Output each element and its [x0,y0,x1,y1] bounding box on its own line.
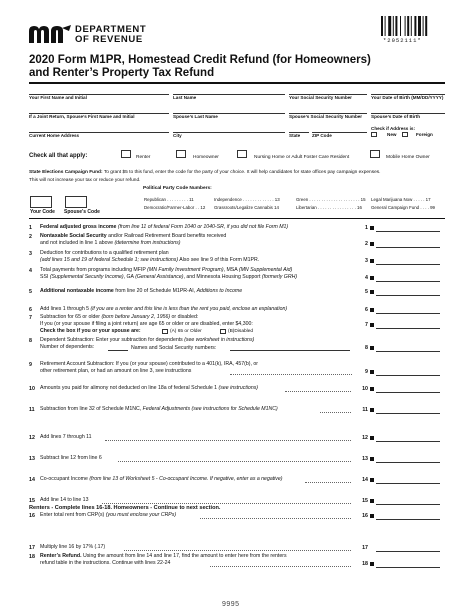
party-green: Green . . . . . . . . . . . . . . . . . . . . . 15 [296,197,366,202]
leader-dots [105,440,351,441]
barcode-bar [395,16,397,36]
line-text-bold: Renter’s Refund. [40,553,82,559]
line-number: 3 [29,251,32,257]
line-ref: 5 [365,289,368,295]
new-address-label: New [387,132,397,137]
party-name: Democratic/Farmer-Labor [144,205,195,210]
line-marker-icon [370,499,374,503]
line-number: 1 [29,225,32,231]
line-number: 11 [29,407,35,413]
line4-text-a [40,267,292,274]
line-number: 6 [29,307,32,313]
state-label: State [289,133,301,138]
line-text: Co-occupant Income [40,476,88,482]
line9-amount-input[interactable] [376,375,440,376]
line-text-italic: (you must enclose your CRPs) [105,512,177,518]
line-text-italic: (MN Supplemental Aid) [238,267,293,273]
line-marker-icon [370,562,374,566]
dept-line1: DEPARTMENT [75,24,147,35]
line-text: and not included in line 1 above [40,240,113,246]
line-text-italic: (if you are a renter and this line is less than the rent you paid, enclose an explanation) [90,306,288,312]
renters-note: Renters - Complete lines 16-18. Homeowners - Continue to next section. [29,505,221,511]
leader-dots [285,391,351,392]
header-rule [29,82,445,84]
check-address-label: Check if Address is: [371,126,415,131]
line1-text [40,224,288,231]
barcode-bar [405,16,406,36]
line-marker-icon [370,408,374,412]
spouse-last-label: Spouse’s Last Name [173,114,218,119]
barcode-bar [381,16,383,36]
party-name: Republican [144,197,166,202]
line16-text [40,512,176,519]
line7-text-b: If you (or your spouse if filing a joint return) are age 65 or older or are disabled, enter $4,300: [40,321,253,327]
form-title-line1: 2020 Form M1PR, Homestead Credit Refund (for Homeowners) [29,54,371,66]
renter-label: Renter [136,155,151,160]
line-text: , GA [123,274,134,280]
line-ref: 17 [362,545,368,551]
party-name: Green [296,197,309,202]
line-number: 9 [29,362,32,368]
barcode-number: *2052111* [383,37,422,44]
line-marker-icon [370,346,374,350]
line8-text-a [40,337,254,344]
line-number: 2 [29,234,32,240]
line-text-italic: Additions to Income [196,288,243,294]
line-text-bold: Check the box if you or your spouse are: [40,328,141,334]
line4-amount-input[interactable] [376,281,440,282]
line14-amount-input[interactable] [376,483,440,484]
party-name: Legal Marijuana Now [371,197,413,202]
leader-dots [102,503,351,504]
disabled-label: (B)Disabled [228,329,254,334]
line-text: and/or Railroad Retirement Board benefits received [108,233,227,239]
line6-text [40,306,287,313]
line-number: 17 [29,545,35,551]
mobile-home-label: Mobile Home Owner [386,155,430,160]
line11-amount-input[interactable] [376,413,440,414]
barcode-bar [425,16,427,36]
line-ref: 14 [362,477,368,483]
city-input[interactable] [173,132,285,133]
line-marker-icon [370,457,374,461]
line-number: 18 [29,554,35,560]
last-name-label: Last Name [173,95,197,100]
line7-amount-input[interactable] [376,328,440,329]
dob-label: Your Date of Birth (MM/DD/YYYY) [371,95,444,100]
line-number: 5 [29,289,32,295]
line-ref: 10 [362,386,368,392]
barcode-bar [400,16,401,36]
line-ref: 6 [365,307,368,313]
party-code: 99 [430,205,435,210]
line-marker-icon [370,226,374,230]
line-marker-icon [370,290,374,294]
line-ref: 9 [365,369,368,375]
line-text-italic: (from line 11 of federal Form 1040 or 1040-SR, if you did not file Form M1) [117,224,289,230]
party-name: Grassroots/Legalize Cannabis [214,205,273,210]
leader-dots [320,412,351,413]
line-ref: 18 [362,561,368,567]
address-label: Current Home Address [29,133,80,138]
line-text: Subtraction from line 32 of Schedule M1NC, [40,406,142,412]
campaign-desc: To grant $5 to this fund, enter the code for the party of your choice. It will help candidates for state offices pay campaign expenses. [103,170,381,175]
line11-text [40,406,278,413]
dependents-names-input[interactable] [230,350,350,351]
line2-text-a [40,233,226,240]
party-legal-marijuana: Legal Marijuana Now . . . . . 17 [371,197,431,202]
line-ref: 15 [362,498,368,504]
line5-amount-input[interactable] [376,295,440,296]
line-marker-icon [370,323,374,327]
line18-amount-input[interactable] [376,567,440,568]
campaign-text2: This will not increase your tax or reduce your refund. [29,178,141,183]
party-name: Independence [214,197,242,202]
party-name: Libertarian [296,205,317,210]
party-code: 15 [360,197,366,202]
party-code: 13 [274,197,280,202]
line5-text [40,288,242,295]
new-address-checkbox[interactable] [371,132,377,137]
dependents-names-label: Names and Social Security numbers: [131,345,217,351]
line8-amount-input[interactable] [376,351,440,352]
check-all-label: Check all that apply: [29,153,88,159]
line18-text-a [40,553,287,560]
line-text: Total payments from programs including MFIP [40,267,146,273]
first-name-label: Your First Name and Initial [29,95,87,100]
line-ref: 16 [362,513,368,519]
barcode-bar [423,16,424,36]
foreign-address-checkbox[interactable] [402,132,408,137]
line-text: SSI [40,274,49,280]
campaign-heading: State Elections Campaign Fund: [29,170,103,175]
line-text: or disabled: [171,314,199,320]
line-ref: 13 [362,456,368,462]
line4-text-b [40,274,297,281]
homeowner-checkbox[interactable] [176,150,186,158]
line-text: Dependent Subtraction: Enter your subtraction for dependents [40,337,183,343]
line-ref: 8 [365,345,368,351]
party-dfl: Democratic/Farmer-Labor . . 12 [144,205,206,210]
line-text: Amounts you paid for alimony not deducted on line 18a of federal Schedule 1 [40,385,218,391]
line-text-bold: Federal adjusted gross income [40,224,117,230]
line12-amount-input[interactable] [376,441,440,442]
line13-text: Subtract line 12 from line 6 [40,455,102,461]
line-text-bold: Additional nontaxable income [40,288,114,294]
line-number: 14 [29,477,35,483]
line18-text-b: refund table in the instructions. Continue with lines 22-24 [40,560,171,566]
leader-dots [124,550,351,551]
line-ref: 11 [362,407,368,413]
line1-amount-input[interactable] [376,231,440,232]
line-text: , MSA [223,267,238,273]
party-code: 11 [189,197,194,202]
section-rule [29,218,445,219]
line-text-italic: (formerly GRH) [261,274,298,280]
line-ref: 4 [365,275,368,281]
mn-logo-icon [29,25,71,43]
line14-text [40,476,283,483]
line17-amount-input[interactable] [376,551,440,552]
line-text-italic: Federal Adjustments [142,406,191,412]
department-name [75,25,146,45]
spouse-ssn-label: Spouse’s Social Security Number [289,114,363,119]
line-marker-icon [370,514,374,518]
line-ref: 1 [365,225,368,231]
leader-dots [230,374,352,375]
homeowner-label: Homeowner [193,155,219,160]
line-text-italic: (from line 13 of Worksheet 5 - Co-occupant Income. If negative, enter as a negative) [89,476,283,482]
line12-text: Add lines 7 through 11 [40,434,92,440]
campaign-text1 [29,170,381,175]
line-ref: 7 [365,322,368,328]
line-text: Subtraction for 65 or older [40,314,100,320]
line-marker-icon [370,242,374,246]
barcode-bar [414,16,416,36]
line-text-italic: (Supplemental Security Income) [49,274,124,280]
line-text: Enter total rent from CRP(s) [40,512,105,518]
party-independence: Independence . . . . . . . . . . . . . 13 [214,197,280,202]
line2-amount-input[interactable] [376,247,440,248]
line-ref: 2 [365,241,368,247]
line-text-italic: (born before January 2, 1956) [101,314,171,320]
party-libertarian: Libertarian . . . . . . . . . . . . . . . . 16 [296,205,362,210]
line3-text-a: Deduction for contributions to a qualified retirement plan [40,250,169,256]
foreign-address-label: Foreign [416,132,433,137]
line-ref: 12 [362,435,368,441]
line10-amount-input[interactable] [376,392,440,393]
line-number: 8 [29,338,32,344]
nursing-home-checkbox[interactable] [237,150,247,158]
leader-dots [210,566,351,567]
line-ref: 3 [365,258,368,264]
line17-text: Multiply line 16 by 17% (.17) [40,544,106,550]
barcode-bar [411,16,412,36]
line-marker-icon [370,370,374,374]
barcode-bar [418,16,421,36]
line-marker-icon [370,308,374,312]
party-code: 16 [357,205,362,210]
dept-line2: OF REVENUE [75,34,143,45]
nursing-home-label: Nursing Home or Adult Foster Care Resident [254,155,350,160]
form-title-line2: and Renter’s Property Tax Refund [29,67,215,79]
line-text-bold: Nontaxable Social Security [40,233,107,239]
line-marker-icon [370,478,374,482]
line-number: 13 [29,456,35,462]
disabled-checkbox[interactable] [220,329,226,334]
line-text: Add lines 1 through 5 [40,306,90,312]
zip-label: ZIP Code [312,133,332,138]
ssn-label: Your Social Security Number [289,95,352,100]
line-number: 4 [29,268,32,274]
line-marker-icon [370,276,374,280]
party-code: 17 [425,197,431,202]
line10-text [40,385,258,392]
line-number: 10 [29,386,35,392]
barcode-bar [393,16,394,36]
party-general-fund: General Campaign Fund . . . . 99 [371,205,435,210]
party-codes-heading: Political Party Code Numbers: [143,186,212,191]
line7-text-c [40,328,141,335]
spouse-code-label: Spouse’s Code [64,209,100,215]
city-label: City [173,133,182,138]
line-number: 16 [29,513,35,519]
line15-text: Add line 14 to line 13 [40,497,89,503]
line7-text-a [40,314,198,321]
age65-checkbox[interactable] [162,329,168,334]
spouse-first-label: If a Joint Return, Spouse’s First Name and Initial [29,114,135,119]
party-code: 12 [200,205,206,210]
line-text: , and Minnesota Housing Support [183,274,261,280]
line-text: from line 20 of Schedule M1PR-AI, [115,288,196,294]
line-text-italic: (see instructions) [218,385,259,391]
line-text-italic: (determine from instructions) [114,240,181,246]
barcode-icon [381,16,441,36]
barcode-bar [385,16,386,36]
party-name: General Campaign Fund [371,205,420,210]
line9-text-b: other retirement plan, or had an amount on line 3, see instructions [40,368,192,374]
line-marker-icon [370,259,374,263]
line6-amount-input[interactable] [376,313,440,314]
line-text: Using the amount from line 14 and line 17, find the amount to enter here from the renters [82,553,287,559]
age65-label: (A) 65 or Older [170,329,202,334]
line2-text-b [40,240,180,247]
line-text-italic: (add lines 15 and 19 of federal Schedule 1; see instructions) [40,257,179,263]
line-number: 12 [29,435,35,441]
leader-dots [305,482,351,483]
line-number: 7 [29,315,32,321]
line16-amount-input[interactable] [376,519,440,520]
line-text-italic: (see worksheet in instructions) [184,337,255,343]
line9-text-a: Retirement Account Subtraction: If you (or your spouse) contributed to a 401(k), IRA, 457(b), or [40,361,258,367]
renter-checkbox[interactable] [121,150,131,158]
line-text-italic: (see instructions for Schedule M1NC) [191,406,278,412]
line3-amount-input[interactable] [376,264,440,265]
spouse-code-input[interactable] [65,196,87,208]
mobile-home-checkbox[interactable] [370,150,380,158]
line8-text-b: Number of dependents: [40,344,95,350]
line-text: Also see line 9 of this Form M1PR. [179,257,260,263]
line15-amount-input[interactable] [376,504,440,505]
your-code-label: Your Code [30,209,55,215]
line-marker-icon [370,436,374,440]
spouse-dob-label: Spouse’s Date of Birth [371,114,421,119]
line13-amount-input[interactable] [376,462,440,463]
line-text-italic: (MN Family Investment Program) [147,267,224,273]
your-code-input[interactable] [30,196,52,208]
line-marker-icon [370,387,374,391]
barcode-bar [388,16,391,36]
party-code: 14 [274,205,279,210]
line-text-italic: (General Assistance) [135,274,184,280]
party-republican: Republican . . . . . . . . . 11 [144,197,194,202]
line-number: 15 [29,498,35,504]
party-grassroots [214,205,279,210]
num-dependents-input[interactable] [108,350,128,351]
leader-dots [118,461,351,462]
form-footer-code: 9995 [222,601,240,608]
line3-text-b [40,257,259,264]
barcode-bar [407,16,409,36]
leader-dots [200,518,351,519]
